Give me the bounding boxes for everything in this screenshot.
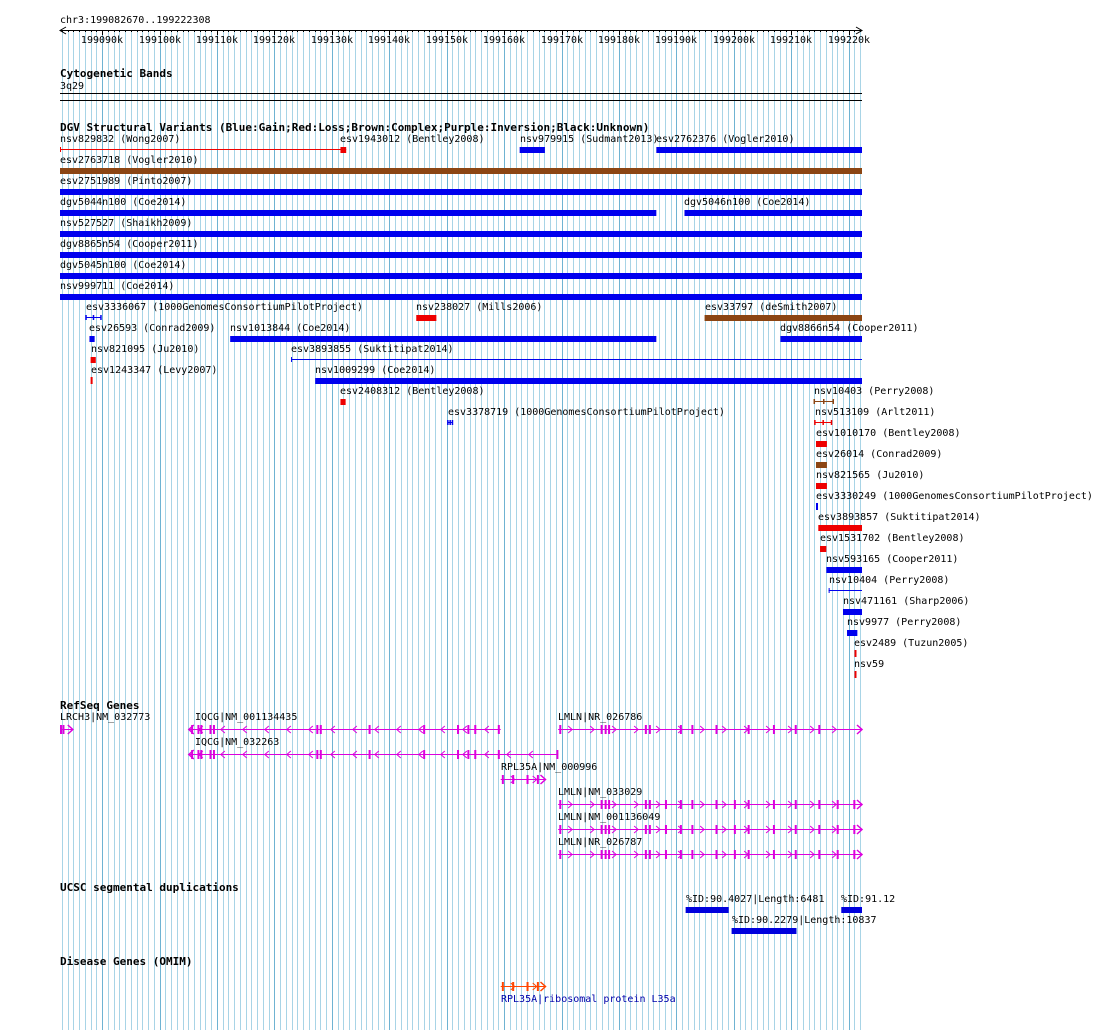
dgv-variant-label[interactable]: esv2762376 (Vogler2010) — [656, 134, 795, 145]
refseq-gene-exon[interactable] — [213, 750, 215, 759]
refseq-gene-label[interactable]: RPL35A|NM_000996 — [501, 762, 598, 773]
dgv-variant-label[interactable]: nsv999711 (Coe2014) — [60, 281, 175, 292]
dgv-variant-bar[interactable] — [520, 147, 545, 153]
segdup-bar[interactable] — [841, 907, 862, 913]
refseq-gene-exon[interactable] — [773, 850, 775, 859]
refseq-gene-exon[interactable] — [423, 725, 425, 734]
dgv-variant-bar[interactable] — [89, 336, 94, 342]
dgv-variant-bar[interactable] — [705, 315, 862, 321]
ruler-tick-label: 199130k — [310, 35, 354, 46]
dgv-variant-bar[interactable] — [826, 567, 862, 573]
refseq-gene-exon[interactable] — [818, 800, 820, 809]
dgv-variant-bar[interactable] — [60, 294, 862, 300]
dgv-variant-label[interactable]: nsv527527 (Shaikh2009) — [60, 218, 193, 229]
dgv-variant-label[interactable]: esv26014 (Conrad2009) — [816, 449, 943, 460]
omim-gene-exon[interactable] — [502, 982, 504, 991]
refseq-gene-exon[interactable] — [369, 750, 371, 759]
refseq-gene-exon[interactable] — [559, 825, 561, 834]
omim-gene-exon[interactable] — [512, 982, 514, 991]
refseq-gene-exon[interactable] — [680, 725, 682, 734]
ruler-tick-label: 199160k — [482, 35, 526, 46]
dgv-variant-label[interactable]: dgv5044n100 (Coe2014) — [60, 197, 187, 208]
cytoband-label: 3q29 — [60, 81, 85, 92]
refseq-gene-exon[interactable] — [795, 850, 797, 859]
refseq-gene-exon[interactable] — [608, 725, 610, 734]
dgv-variant-label[interactable]: nsv821565 (Ju2010) — [816, 470, 925, 481]
refseq-gene-exon[interactable] — [320, 750, 322, 759]
refseq-gene-exon[interactable] — [316, 725, 318, 734]
refseq-gene-exon[interactable] — [559, 725, 561, 734]
refseq-gene-exon[interactable] — [556, 750, 558, 759]
refseq-gene-exon[interactable] — [795, 800, 797, 809]
refseq-gene-label[interactable]: LRCH3|NM_032773 — [60, 712, 151, 723]
dgv-variant-label[interactable]: nsv1013844 (Coe2014) — [230, 323, 351, 334]
refseq-gene-exon[interactable] — [213, 725, 215, 734]
dgv-variant-bar[interactable] — [60, 189, 862, 195]
refseq-gene-exon[interactable] — [691, 725, 693, 734]
refseq-gene-exon[interactable] — [649, 825, 651, 834]
refseq-gene-exon[interactable] — [601, 725, 603, 734]
segdup-bar[interactable] — [686, 907, 729, 913]
dgv-variant-bar[interactable] — [340, 147, 346, 153]
refseq-gene-exon[interactable] — [773, 725, 775, 734]
refseq-gene-exon[interactable] — [467, 725, 469, 734]
refseq-gene-exon[interactable] — [773, 825, 775, 834]
dgv-variant-bar[interactable] — [854, 671, 856, 678]
refseq-gene-label[interactable]: IQCG|NM_032263 — [195, 737, 280, 748]
dgv-variant-label[interactable]: dgv8866n54 (Cooper2011) — [780, 323, 919, 334]
refseq-gene-exon[interactable] — [527, 775, 529, 784]
refseq-gene-exon[interactable] — [748, 850, 750, 859]
dgv-variant-bar[interactable] — [816, 462, 827, 468]
omim-gene-exon[interactable] — [537, 982, 539, 991]
dgv-variant-label[interactable]: nsv593165 (Cooper2011) — [826, 554, 959, 565]
refseq-gene-exon[interactable] — [608, 800, 610, 809]
refseq-gene-exon[interactable] — [369, 725, 371, 734]
dgv-variant-label[interactable]: esv1531702 (Bentley2008) — [820, 533, 965, 544]
dgv-variant-label[interactable]: esv3893855 (Suktitipat2014) — [291, 344, 454, 355]
refseq-gene-exon[interactable] — [680, 800, 682, 809]
ruler-tick-label: 199100k — [138, 35, 182, 46]
dgv-variant-bar[interactable] — [60, 168, 862, 174]
dgv-variant-label[interactable]: esv1243347 (Levy2007) — [91, 365, 218, 376]
track-title-segdup: UCSC segmental duplications — [60, 881, 239, 894]
dgv-variant-label[interactable]: esv2751989 (Pinto2007) — [60, 176, 193, 187]
refseq-gene-exon[interactable] — [60, 725, 62, 734]
refseq-gene-exon[interactable] — [645, 800, 647, 809]
dgv-variant-label[interactable]: dgv8865n54 (Cooper2011) — [60, 239, 199, 250]
refseq-gene-exon[interactable] — [210, 750, 212, 759]
dgv-variant-bar[interactable] — [854, 650, 856, 657]
dgv-variant-bar[interactable] — [91, 357, 96, 363]
refseq-gene-exon[interactable] — [645, 850, 647, 859]
refseq-gene-exon[interactable] — [498, 725, 500, 734]
refseq-gene-exon[interactable] — [608, 825, 610, 834]
refseq-gene-exon[interactable] — [197, 750, 199, 759]
ruler-tick-label: 199170k — [540, 35, 584, 46]
dgv-variant-bar[interactable] — [820, 546, 826, 552]
refseq-gene-exon[interactable] — [818, 850, 820, 859]
refseq-gene-exon[interactable] — [715, 725, 717, 734]
dgv-variant-label[interactable]: esv3893857 (Suktitipat2014) — [818, 512, 981, 523]
ruler-tick-label: 199180k — [597, 35, 641, 46]
refseq-gene-label[interactable]: IQCG|NM_001134435 — [195, 712, 298, 723]
segdup-bar[interactable] — [732, 928, 797, 934]
dgv-variant-bar[interactable] — [91, 377, 93, 384]
track-title-dgv: DGV Structural Variants (Blue:Gain;Red:Loss;Brown:Complex;Purple:Inversion;Black:Unknown) — [60, 121, 650, 134]
refseq-gene-exon[interactable] — [837, 800, 839, 809]
refseq-gene-exon[interactable] — [715, 825, 717, 834]
track-title-refseq: RefSeq Genes — [60, 699, 140, 712]
dgv-variant-label[interactable]: esv26593 (Conrad2009) — [89, 323, 216, 334]
dgv-variant-label[interactable]: nsv829832 (Wong2007) — [60, 134, 181, 145]
refseq-gene-exon[interactable] — [795, 825, 797, 834]
refseq-gene-exon[interactable] — [818, 825, 820, 834]
refseq-gene-exon[interactable] — [559, 850, 561, 859]
refseq-gene-exon[interactable] — [200, 750, 202, 759]
segdup-label[interactable]: %ID:91.12 — [841, 894, 896, 905]
refseq-gene-label[interactable]: LMLN|NM_001136049 — [558, 812, 661, 823]
dgv-variant-label[interactable]: nsv979915 (Sudmant2013) — [520, 134, 659, 145]
dgv-variant-label[interactable]: dgv5046n100 (Coe2014) — [684, 197, 811, 208]
dgv-variant-label[interactable]: esv1010170 (Bentley2008) — [816, 428, 961, 439]
dgv-variant-bar[interactable] — [816, 441, 827, 447]
dgv-variant-label[interactable]: nsv9977 (Perry2008) — [847, 617, 962, 628]
refseq-gene-exon[interactable] — [62, 725, 64, 734]
refseq-gene-exon[interactable] — [734, 850, 736, 859]
dgv-variant-bar[interactable] — [816, 483, 827, 489]
dgv-variant-label[interactable]: nsv1009299 (Coe2014) — [315, 365, 436, 376]
dgv-variant-label[interactable]: esv2489 (Tuzun2005) — [854, 638, 969, 649]
dgv-variant-bar[interactable] — [60, 273, 862, 279]
refseq-gene-exon[interactable] — [608, 850, 610, 859]
dgv-variant-label[interactable]: esv3378719 (1000GenomesConsortiumPilotProject) — [448, 407, 725, 418]
dgv-variant-bar[interactable] — [60, 231, 862, 237]
refseq-gene-exon[interactable] — [691, 800, 693, 809]
dgv-variant-bar[interactable] — [684, 210, 862, 216]
refseq-gene-exon[interactable] — [734, 825, 736, 834]
refseq-gene-exon[interactable] — [853, 850, 855, 859]
refseq-gene-exon[interactable] — [748, 800, 750, 809]
segdup-label[interactable]: %ID:90.4027|Length:6481 — [686, 894, 825, 905]
dgv-variant-label[interactable]: nsv10404 (Perry2008) — [829, 575, 950, 586]
refseq-gene-exon[interactable] — [691, 825, 693, 834]
dgv-variant-bar[interactable] — [230, 336, 656, 342]
refseq-gene-label[interactable]: LMLN|NR_026786 — [558, 712, 643, 723]
dgv-variant-bar[interactable] — [60, 252, 862, 258]
refseq-gene-exon[interactable] — [210, 725, 212, 734]
refseq-gene-exon[interactable] — [467, 750, 469, 759]
refseq-gene-exon[interactable] — [853, 825, 855, 834]
segdup-label[interactable]: %ID:90.2279|Length:10837 — [732, 915, 877, 926]
refseq-gene-exon[interactable] — [316, 750, 318, 759]
refseq-gene-exon[interactable] — [645, 725, 647, 734]
dgv-variant-bar[interactable] — [843, 609, 862, 615]
refseq-gene-exon[interactable] — [853, 800, 855, 809]
ruler-tick-label: 199220k — [827, 35, 871, 46]
refseq-gene-exon[interactable] — [601, 800, 603, 809]
dgv-variant-bar[interactable] — [656, 147, 862, 153]
refseq-gene-exon[interactable] — [665, 800, 667, 809]
ruler-tick-label: 199210k — [769, 35, 813, 46]
refseq-gene-exon[interactable] — [601, 825, 603, 834]
dgv-variant-label[interactable]: esv2763718 (Vogler2010) — [60, 155, 199, 166]
omim-gene-exon[interactable] — [527, 982, 529, 991]
dgv-variant-label[interactable]: nsv471161 (Sharp2006) — [843, 596, 970, 607]
refseq-gene-exon[interactable] — [197, 725, 199, 734]
refseq-gene-exon[interactable] — [649, 725, 651, 734]
refseq-gene-exon[interactable] — [680, 825, 682, 834]
refseq-gene-exon[interactable] — [559, 800, 561, 809]
track-title-cytoband: Cytogenetic Bands — [60, 67, 173, 80]
dgv-variant-label[interactable]: nsv59 — [854, 659, 885, 670]
refseq-gene-exon[interactable] — [537, 775, 539, 784]
dgv-variant-bar[interactable] — [780, 336, 862, 342]
dgv-variant-bar[interactable] — [816, 503, 818, 510]
dgv-variant-label[interactable]: esv3336067 (1000GenomesConsortiumPilotProject) — [86, 302, 363, 313]
refseq-gene-exon[interactable] — [457, 750, 459, 759]
refseq-gene-exon[interactable] — [320, 725, 322, 734]
refseq-gene-label[interactable]: LMLN|NM_033029 — [558, 787, 643, 798]
refseq-gene-exon[interactable] — [680, 850, 682, 859]
refseq-gene-exon[interactable] — [715, 850, 717, 859]
ruler-tick-label: 199200k — [712, 35, 756, 46]
refseq-gene-exon[interactable] — [474, 725, 476, 734]
refseq-gene-exon[interactable] — [457, 725, 459, 734]
refseq-gene-exon[interactable] — [423, 750, 425, 759]
refseq-gene-exon[interactable] — [795, 725, 797, 734]
dgv-variant-bar[interactable] — [315, 378, 862, 384]
dgv-variant-label[interactable]: nsv513109 (Arlt2011) — [815, 407, 936, 418]
ruler-tick-label: 199120k — [252, 35, 296, 46]
refseq-gene-exon[interactable] — [665, 850, 667, 859]
refseq-gene-exon[interactable] — [748, 725, 750, 734]
refseq-gene-exon[interactable] — [691, 850, 693, 859]
region-label: chr3:199082670..199222308 — [60, 15, 211, 26]
omim-gene-label[interactable]: RPL35A|ribosomal protein L35a — [501, 994, 676, 1005]
dgv-variant-label[interactable]: nsv238027 (Mills2006) — [416, 302, 543, 313]
refseq-gene-exon[interactable] — [605, 800, 607, 809]
dgv-variant-label[interactable]: esv3330249 (1000GenomesConsortiumPilotProject) — [816, 491, 1093, 502]
refseq-gene-exon[interactable] — [605, 825, 607, 834]
refseq-gene-exon[interactable] — [818, 725, 820, 734]
refseq-gene-exon[interactable] — [512, 775, 514, 784]
refseq-gene-exon[interactable] — [645, 825, 647, 834]
refseq-gene-exon[interactable] — [649, 800, 651, 809]
ruler-tick-label: 199110k — [195, 35, 239, 46]
dgv-variant-label[interactable]: nsv821095 (Ju2010) — [91, 344, 200, 355]
refseq-gene-exon[interactable] — [665, 825, 667, 834]
dgv-variant-label[interactable]: esv33797 (deSmith2007) — [705, 302, 838, 313]
refseq-gene-exon[interactable] — [200, 725, 202, 734]
refseq-gene-exon[interactable] — [649, 850, 651, 859]
dgv-variant-label[interactable]: esv1943012 (Bentley2008) — [340, 134, 485, 145]
dgv-variant-bar[interactable] — [340, 399, 345, 405]
ruler-tick-label: 199190k — [654, 35, 698, 46]
dgv-variant-label[interactable]: esv2408312 (Bentley2008) — [340, 386, 485, 397]
refseq-gene-exon[interactable] — [748, 825, 750, 834]
track-title-omim: Disease Genes (OMIM) — [60, 955, 193, 968]
refseq-gene-exon[interactable] — [498, 750, 500, 759]
refseq-gene-exon[interactable] — [734, 800, 736, 809]
dgv-variant-label[interactable]: dgv5045n100 (Coe2014) — [60, 260, 187, 271]
refseq-gene-label[interactable]: LMLN|NR_026787 — [558, 837, 643, 848]
refseq-gene-exon[interactable] — [605, 725, 607, 734]
refseq-gene-exon[interactable] — [773, 800, 775, 809]
refseq-gene-exon[interactable] — [474, 750, 476, 759]
dgv-variant-bar[interactable] — [847, 630, 857, 636]
ruler-tick-label: 199090k — [80, 35, 124, 46]
refseq-gene-exon[interactable] — [605, 850, 607, 859]
dgv-variant-bar[interactable] — [60, 210, 656, 216]
dgv-variant-bar[interactable] — [416, 315, 436, 321]
dgv-variant-label[interactable]: nsv10403 (Perry2008) — [814, 386, 935, 397]
refseq-gene-exon[interactable] — [837, 850, 839, 859]
refseq-gene-exon[interactable] — [715, 800, 717, 809]
refseq-gene-exon[interactable] — [502, 775, 504, 784]
ruler-tick-label: 199140k — [367, 35, 411, 46]
refseq-gene-exon[interactable] — [601, 850, 603, 859]
refseq-gene-exon[interactable] — [837, 825, 839, 834]
dgv-variant-bar[interactable] — [818, 525, 862, 531]
ruler-tick-label: 199150k — [425, 35, 469, 46]
